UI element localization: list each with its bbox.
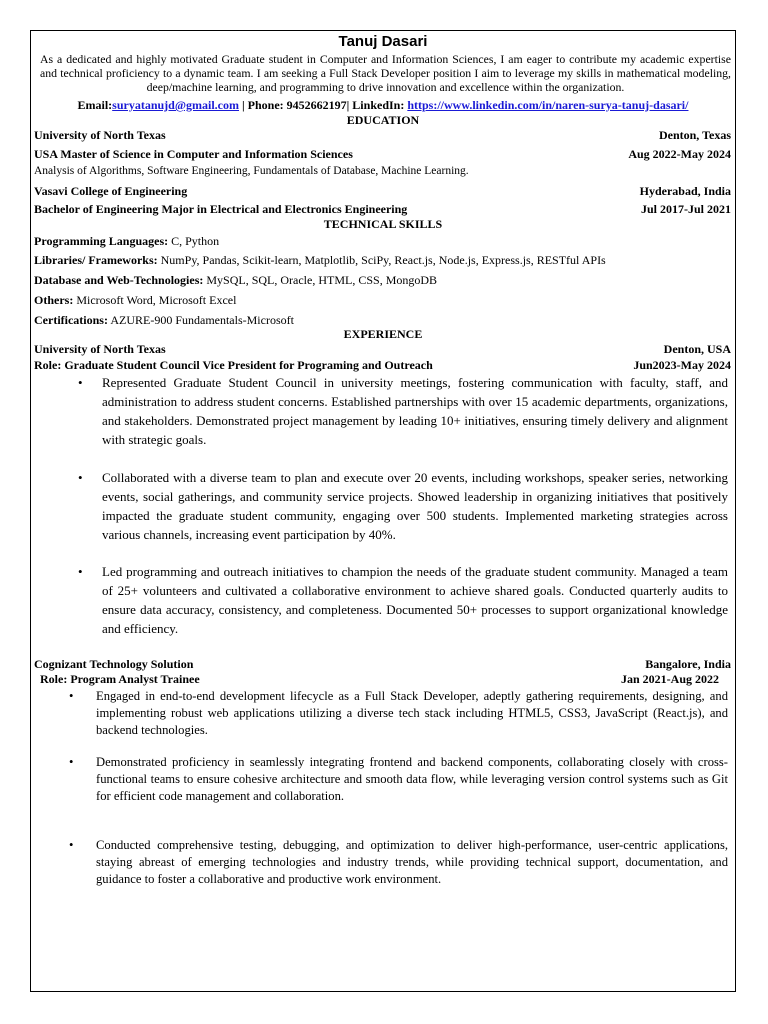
job-location: Bangalore, India xyxy=(645,657,731,671)
job-1-header xyxy=(34,342,731,357)
degree: Bachelor of Engineering Major in Electrical and Electronics Engineering xyxy=(34,202,408,216)
contact-line xyxy=(31,98,735,113)
degree-dates: Aug 2022-May 2024 xyxy=(628,147,731,161)
skill-value: NumPy, Pandas, Scikit-learn, Matplotlib, SciPy, React.js, Node.js, Express.js, RESTful APIs xyxy=(157,253,606,267)
school-location: Hyderabad, India xyxy=(639,184,731,198)
job-org: University of North Texas xyxy=(34,342,166,356)
job-2-bullet-2 xyxy=(69,754,728,805)
skill-label: Certifications: xyxy=(34,313,108,327)
coursework: Analysis of Algorithms, Software Engineering, Fundamentals of Database, Machine Learning. xyxy=(34,165,469,177)
school-name: University of North Texas xyxy=(34,128,166,142)
job-1-role-row xyxy=(34,358,731,373)
skill-value: MySQL, SQL, Oracle, HTML, CSS, MongoDB xyxy=(203,273,438,287)
job-1-bullet-2 xyxy=(78,468,728,544)
school-location: Denton, Texas xyxy=(658,128,731,142)
skill-label: Programming Languages: xyxy=(34,234,169,248)
job-org: Cognizant Technology Solution xyxy=(34,657,194,671)
summary-paragraph: As a dedicated and highly motivated Graduate student in Computer and Information Sciences, I am eager to contribute my academic expertise and technical proficiency to a dynamic team. I am seeking a Full Stack Developer position I aim to leverage my skills in mathematical modeling, deep/machine learning, and programming to drive innovation and excellence within the organization. xyxy=(40,52,731,94)
education-entry-2-header xyxy=(34,184,731,199)
job-dates: Jan 2021-Aug 2022 xyxy=(620,672,719,686)
bullet-text: Conducted comprehensive testing, debugging, and optimization to deliver high-performance, user-centric applications, staying abreast of emerging technologies and industry trends, while providing technical support, documentation, and guidance to foster a collaborative and productive work environment. xyxy=(96,838,728,886)
bullet-text: Represented Graduate Student Council in university meetings, fostering communication with faculty, staff, and administration to address student concerns. Established partnerships with over 15 academic departments, organizations, and stakeholders. Demonstrated project management by leading 10+ initiatives, ensuring timely delivery and alignment with strategic goals. xyxy=(102,375,728,447)
education-entry-1-header xyxy=(34,128,731,143)
bullet-icon: • xyxy=(69,689,74,703)
skills-heading: TECHNICAL SKILLS xyxy=(323,217,443,231)
job-2-header xyxy=(34,657,731,672)
degree: USA Master of Science in Computer and Information Sciences xyxy=(34,147,353,161)
job-2-bullet-1 xyxy=(69,688,728,739)
phone-linkedin-label: | Phone: 9452662197| LinkedIn: xyxy=(239,98,408,112)
skill-label: Database and Web-Technologies: xyxy=(34,273,204,287)
linkedin-link[interactable]: https://www.linkedin.com/in/naren-surya-tanuj-dasari/ xyxy=(407,98,689,112)
bullet-icon: • xyxy=(78,375,83,390)
bullet-icon: • xyxy=(69,838,74,852)
education-entry-1-degree-row xyxy=(34,147,731,162)
skill-value: Microsoft Word, Microsoft Excel xyxy=(73,293,237,307)
job-1-bullet-3 xyxy=(78,562,728,638)
job-2-role-row xyxy=(40,672,719,687)
bullet-text: Engaged in end-to-end development lifecycle as a Full Stack Developer, adeptly gathering requirements, designing, and implementing robust web applications utilizing a diverse tech stack including HTML5, CSS3, JavaScript (React.js), and backend technologies. xyxy=(96,689,728,737)
bullet-icon: • xyxy=(69,755,74,769)
skill-line xyxy=(34,293,236,308)
skill-label: Libraries/ Frameworks: xyxy=(34,253,158,267)
experience-heading: EXPERIENCE xyxy=(343,327,423,341)
skill-value: AZURE-900 Fundamentals-Microsoft xyxy=(107,313,294,327)
education-heading: EDUCATION xyxy=(346,113,420,127)
skill-line xyxy=(34,234,219,249)
skill-value: C, Python xyxy=(168,234,220,248)
school-name: Vasavi College of Engineering xyxy=(34,184,188,198)
job-role: Role: Graduate Student Council Vice President for Programing and Outreach xyxy=(34,358,433,372)
email-link[interactable]: suryatanujd@gmail.com xyxy=(112,98,240,112)
degree-dates: Jul 2017-Jul 2021 xyxy=(640,202,731,216)
job-dates: Jun2023-May 2024 xyxy=(633,358,731,372)
bullet-text: Led programming and outreach initiatives to champion the needs of the graduate student community. Managed a team of 25+ volunteers and cultivated a collaborative environment to achieve shared goals. Conducted quarterly audits to ensure data accuracy, consistency, and completeness. Documented 50+ processes to support organizational knowledge and efficiency. xyxy=(102,564,728,636)
education-entry-2-degree-row xyxy=(34,202,731,217)
bullet-text: Demonstrated proficiency in seamlessly integrating frontend and backend components, collaborating closely with cross-functional teams to ensure cohesive architecture and smooth data flow, while leveraging version control systems such as Git for efficient code management and collaboration. xyxy=(96,755,728,803)
resume-page xyxy=(30,30,736,992)
skill-line xyxy=(34,313,294,328)
job-2-bullet-3 xyxy=(69,837,728,888)
bullet-icon: • xyxy=(78,470,83,485)
job-location: Denton, USA xyxy=(663,342,731,356)
job-1-bullet-1 xyxy=(78,373,728,449)
skill-line xyxy=(34,253,606,268)
bullet-icon: • xyxy=(78,564,83,579)
skill-line xyxy=(34,273,437,288)
bullet-text: Collaborated with a diverse team to plan and execute over 20 events, including workshops, speaker series, networking events, social gatherings, and community service projects. Showed leadership in organizing initiatives that positively impacted the graduate student community, engaging over 500 students. Implemented marketing strategies across various channels, increasing event participation by 40%. xyxy=(102,470,728,542)
skill-label: Others: xyxy=(34,293,74,307)
candidate-name: Tanuj Dasari xyxy=(338,33,428,50)
email-label: Email: xyxy=(77,98,113,112)
job-role: Role: Program Analyst Trainee xyxy=(40,672,200,686)
